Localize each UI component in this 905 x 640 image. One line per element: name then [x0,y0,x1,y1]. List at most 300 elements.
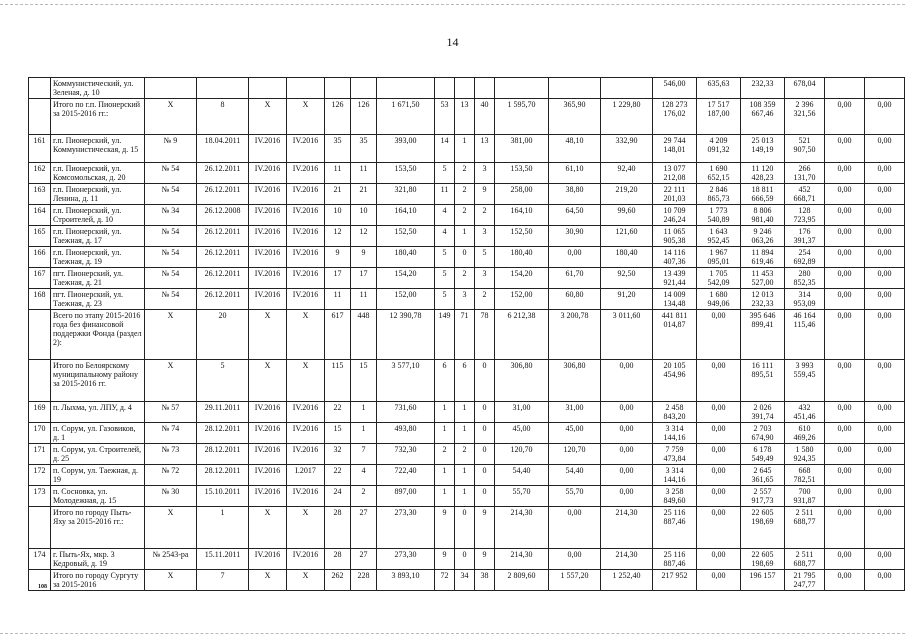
cell-a3: 3 011,60 [601,310,653,360]
cell-c2: 13 [455,99,475,135]
cell-c2: 0 [455,247,475,268]
cell-s6: 0,00 [865,465,905,486]
cell-n: 172 [29,465,51,486]
cell-s2: 1 690 652,15 [697,163,741,184]
cell-n: 170 [29,423,51,444]
cell-area: 393,00 [377,135,435,163]
cell-a1: 214,30 [495,549,549,570]
cell-doc: Х [145,507,197,549]
cell-date: 28.12.2011 [197,423,249,444]
cell-a2: 61,10 [549,163,601,184]
cell-q1: IV.2016 [249,226,287,247]
cell-s6: 0,00 [865,205,905,226]
cell-a3: 0,00 [601,360,653,402]
cell-doc: № 74 [145,423,197,444]
cell-s1: 10 709 246,24 [653,205,697,226]
cell-s6: 0,00 [865,289,905,310]
cell-addr: пгт. Пионерский, ул. Таежная, д. 23 [51,289,145,310]
cell-s3: 9 246 063,26 [741,226,785,247]
cell-q2: Х [287,360,325,402]
cell-p2: 27 [351,507,377,549]
cell-n: 165 [29,226,51,247]
cell-c1: 11 [435,184,455,205]
cell-s4: 3 993 559,45 [785,360,825,402]
cell-s6: 0,00 [865,549,905,570]
table-row [29,423,905,444]
cell-c2: 2 [455,205,475,226]
cell-s4: 521 907,50 [785,135,825,163]
cell-s6: 0,00 [865,507,905,549]
cell-q2 [287,78,325,99]
cell-s5: 0,00 [825,247,865,268]
cell-n: 161 [29,135,51,163]
cell-q2: IV.2016 [287,268,325,289]
cell-p1: 15 [325,423,351,444]
cell-p2: 10 [351,205,377,226]
cell-s6: 0,00 [865,99,905,135]
cell-c1: 4 [435,226,455,247]
cell-a3: 0,00 [601,465,653,486]
cell-s6: 0,00 [865,247,905,268]
cell-p2: 7 [351,444,377,465]
table-body [29,78,905,591]
cell-c2 [455,78,475,99]
table-row [29,135,905,163]
cell-s4: 314 953,09 [785,289,825,310]
cell-s1: 13 077 212,08 [653,163,697,184]
cell-q1: IV.2016 [249,135,287,163]
cell-s1: 7 759 473,84 [653,444,697,465]
table-row [29,549,905,570]
cell-s6: 0,00 [865,310,905,360]
cell-area: 180,40 [377,247,435,268]
cell-s1: 13 439 921,44 [653,268,697,289]
cell-q2: Х [287,507,325,549]
cell-c2: 1 [455,226,475,247]
cell-s1: 128 273 176,02 [653,99,697,135]
table-row [29,486,905,507]
cell-q2: IV.2016 [287,184,325,205]
cell-doc: № 73 [145,444,197,465]
cell-c1: 5 [435,268,455,289]
cell-a1: 45,00 [495,423,549,444]
cell-s3: 108 359 667,46 [741,99,785,135]
cell-s5: 0,00 [825,402,865,423]
cell-s5: 0,00 [825,226,865,247]
cell-s3: 12 013 232,33 [741,289,785,310]
cell-s2: 1 643 952,45 [697,226,741,247]
cell-date: 26.12.2011 [197,268,249,289]
cell-doc: № 54 [145,184,197,205]
cell-addr: п. Лыхма, ул. ЛПУ, д. 4 [51,402,145,423]
cell-c1: 149 [435,310,455,360]
cell-s6: 0,00 [865,135,905,163]
cell-area: 493,80 [377,423,435,444]
cell-s1: 546,00 [653,78,697,99]
cell-q2: IV.2016 [287,226,325,247]
cell-s5: 0,00 [825,205,865,226]
cell-addr: г. Пыть-Ях, мкр. 3 Кедровый, д. 19 [51,549,145,570]
cell-q2: IV.2016 [287,205,325,226]
cell-addr: Итого по городу Пыть-Яху за 2015-2016 гг.: [51,507,145,549]
cell-a1: 306,80 [495,360,549,402]
cell-q2: IV.2016 [287,163,325,184]
cell-c3: 0 [475,465,495,486]
cell-s5: 0,00 [825,570,865,591]
cell-n: 171 [29,444,51,465]
cell-date: 28.12.2011 [197,444,249,465]
cell-c2: 2 [455,268,475,289]
cell-doc: Х [145,360,197,402]
housing-register-table [28,77,905,591]
cell-area [377,78,435,99]
cell-area: 321,80 [377,184,435,205]
cell-addr: п. Сорум, ул. Таежная, д. 19 [51,465,145,486]
cell-s4: 432 451,46 [785,402,825,423]
cell-s1: 3 314 144,16 [653,465,697,486]
cell-p1 [325,78,351,99]
cell-p2: 126 [351,99,377,135]
cell-p1: 9 [325,247,351,268]
cell-a2: 0,00 [549,549,601,570]
cell-p1: 24 [325,486,351,507]
cell-a3: 0,00 [601,444,653,465]
cell-s5: 0,00 [825,289,865,310]
cell-a1: 6 212,38 [495,310,549,360]
cell-n [29,310,51,360]
cell-c2: 1 [455,486,475,507]
cell-a1: 1 595,70 [495,99,549,135]
cell-q1: Х [249,570,287,591]
cell-area: 731,60 [377,402,435,423]
table-row [29,268,905,289]
cell-a3: 214,30 [601,549,653,570]
cell-a1: 180,40 [495,247,549,268]
cell-q1: Х [249,310,287,360]
cell-s4: 1 580 924,35 [785,444,825,465]
cell-s5: 0,00 [825,486,865,507]
cell-a1: 164,10 [495,205,549,226]
cell-q2: I.2017 [287,465,325,486]
cell-s4: 678,04 [785,78,825,99]
cell-area: 152,00 [377,289,435,310]
cell-a2: 306,80 [549,360,601,402]
cell-p1: 11 [325,289,351,310]
cell-s2: 0,00 [697,570,741,591]
cell-s5: 0,00 [825,310,865,360]
cell-s4: 452 668,71 [785,184,825,205]
cell-q1: IV.2016 [249,205,287,226]
cell-a2: 45,00 [549,423,601,444]
cell-s6: 0,00 [865,360,905,402]
cell-s4: 668 782,51 [785,465,825,486]
cell-n: 168 [29,289,51,310]
cell-area: 3 893,10 [377,570,435,591]
cell-c3: 40 [475,99,495,135]
cell-q1: IV.2016 [249,444,287,465]
cell-a1: 258,00 [495,184,549,205]
cell-a2: 30,90 [549,226,601,247]
cell-s5: 0,00 [825,184,865,205]
cell-area: 164,10 [377,205,435,226]
cell-doc: № 30 [145,486,197,507]
cell-s2: 1 967 095,01 [697,247,741,268]
cell-n [29,99,51,135]
cell-a1: 31,00 [495,402,549,423]
cell-s1: 441 811 014,87 [653,310,697,360]
cell-s3: 2 557 917,73 [741,486,785,507]
cell-p1: 22 [325,402,351,423]
cell-q1: IV.2016 [249,268,287,289]
cell-c3: 3 [475,226,495,247]
cell-p2: 2 [351,486,377,507]
cell-p2: 21 [351,184,377,205]
cell-date: 26.12.2011 [197,247,249,268]
cell-date: 26.12.2008 [197,205,249,226]
cell-doc: № 54 [145,247,197,268]
cell-c2: 1 [455,465,475,486]
cell-c2: 71 [455,310,475,360]
cell-s3: 25 013 149,19 [741,135,785,163]
table-row [29,507,905,549]
cell-q2: Х [287,570,325,591]
cell-c3: 9 [475,184,495,205]
cell-a1: 54,40 [495,465,549,486]
cell-addr: Итого по городу Сургуту за 2015-2016 [51,570,145,591]
cell-doc: № 54 [145,289,197,310]
cell-c3: 2 [475,205,495,226]
cell-s3: 196 157 [741,570,785,591]
cell-doc: Х [145,570,197,591]
cell-s5: 0,00 [825,360,865,402]
cell-a2 [549,78,601,99]
cell-addr: Коммунистический, ул. Зеленая, д. 10 [51,78,145,99]
cell-area: 12 390,78 [377,310,435,360]
cell-s5: 0,00 [825,465,865,486]
cell-q1: IV.2016 [249,465,287,486]
cell-q2: IV.2016 [287,444,325,465]
cell-a3: 92,40 [601,163,653,184]
cell-c1: 4 [435,205,455,226]
cell-p2: 11 [351,163,377,184]
cell-n: 163 [29,184,51,205]
cell-n [29,507,51,549]
cell-c1: 5 [435,163,455,184]
cell-s2: 0,00 [697,549,741,570]
cell-c3: 3 [475,163,495,184]
cell-addr: г.п. Пионерский, ул. Комсомольская, д. 20 [51,163,145,184]
cell-area: 273,30 [377,507,435,549]
cell-c1: 14 [435,135,455,163]
cell-c1: 72 [435,570,455,591]
cell-c3: 2 [475,289,495,310]
cell-s2: 0,00 [697,310,741,360]
cell-a2: 60,80 [549,289,601,310]
cell-p1: 17 [325,268,351,289]
cell-n: 173 [29,486,51,507]
cell-a1: 120,70 [495,444,549,465]
cell-c2: 1 [455,402,475,423]
cell-s3: 22 605 198,69 [741,549,785,570]
cell-c1: 1 [435,486,455,507]
table-row [29,310,905,360]
cell-s4: 2 396 321,56 [785,99,825,135]
cell-s1: 20 105 454,96 [653,360,697,402]
cell-p1: 115 [325,360,351,402]
cell-s1: 2 458 843,20 [653,402,697,423]
cell-a3: 92,50 [601,268,653,289]
cell-c1 [435,78,455,99]
cell-c2: 1 [455,423,475,444]
table-row [29,163,905,184]
bottom-edge-line [0,633,905,634]
cell-a2: 31,00 [549,402,601,423]
cell-p1: 22 [325,465,351,486]
cell-a2: 365,90 [549,99,601,135]
cell-date: 26.12.2011 [197,226,249,247]
cell-c2: 2 [455,184,475,205]
cell-date: 5 [197,360,249,402]
cell-area: 273,30 [377,549,435,570]
cell-p2 [351,78,377,99]
cell-p1: 12 [325,226,351,247]
cell-s1: 11 065 905,38 [653,226,697,247]
cell-a1: 381,00 [495,135,549,163]
cell-q1: Х [249,507,287,549]
cell-p1: 28 [325,549,351,570]
cell-s3: 232,33 [741,78,785,99]
table-row [29,78,905,99]
cell-s2: 0,00 [697,465,741,486]
cell-p2: 4 [351,465,377,486]
cell-date: 7 [197,570,249,591]
cell-doc: Х [145,99,197,135]
cell-a3: 332,90 [601,135,653,163]
cell-n: 169 [29,402,51,423]
table-row [29,360,905,402]
cell-a2: 38,80 [549,184,601,205]
table-row [29,289,905,310]
cell-a2: 0,00 [549,247,601,268]
cell-a1: 152,50 [495,226,549,247]
cell-c2: 2 [455,163,475,184]
cell-a3: 0,00 [601,486,653,507]
cell-c3: 13 [475,135,495,163]
cell-c1: 2 [435,444,455,465]
cell-s2: 0,00 [697,507,741,549]
cell-s3: 11 894 619,46 [741,247,785,268]
cell-q2: IV.2016 [287,402,325,423]
cell-a2: 61,70 [549,268,601,289]
cell-p1: 126 [325,99,351,135]
cell-a1: 154,20 [495,268,549,289]
cell-s2: 1 705 542,09 [697,268,741,289]
cell-area: 1 671,50 [377,99,435,135]
cell-a2: 0,00 [549,507,601,549]
cell-addr: г.п. Пионерский, ул. Строителей, д. 10 [51,205,145,226]
cell-s2: 2 846 865,73 [697,184,741,205]
table-row [29,184,905,205]
cell-a3: 1 229,80 [601,99,653,135]
cell-c3: 0 [475,444,495,465]
cell-q1: IV.2016 [249,402,287,423]
cell-c2: 3 [455,289,475,310]
cell-s1: 217 952 [653,570,697,591]
cell-a3 [601,78,653,99]
cell-s1: 29 744 148,01 [653,135,697,163]
cell-addr: г.п. Пионерский, ул. Коммунистическая, д. 15 [51,135,145,163]
cell-date: 15.10.2011 [197,486,249,507]
cell-n: 164 [29,205,51,226]
cell-s6: 0,00 [865,570,905,591]
cell-c1: 9 [435,549,455,570]
cell-s5: 0,00 [825,99,865,135]
cell-c1: 1 [435,402,455,423]
cell-s1: 3 314 144,16 [653,423,697,444]
cell-area: 722,40 [377,465,435,486]
cell-area: 732,30 [377,444,435,465]
cell-s2: 1 680 949,06 [697,289,741,310]
cell-s2: 1 773 540,89 [697,205,741,226]
cell-s3: 2 703 674,90 [741,423,785,444]
cell-s3: 11 453 527,00 [741,268,785,289]
cell-s2: 0,00 [697,423,741,444]
cell-a1: 214,30 [495,507,549,549]
cell-s2: 4 209 091,32 [697,135,741,163]
cell-s3: 6 178 549,49 [741,444,785,465]
cell-s1: 25 116 887,46 [653,507,697,549]
cell-p2: 27 [351,549,377,570]
cell-p2: 17 [351,268,377,289]
cell-date: 18.04.2011 [197,135,249,163]
cell-a2: 48,10 [549,135,601,163]
cell-n: 174 [29,549,51,570]
cell-c3: 0 [475,423,495,444]
cell-area: 152,50 [377,226,435,247]
cell-area: 3 577,10 [377,360,435,402]
cell-a2: 120,70 [549,444,601,465]
cell-s6 [865,78,905,99]
cell-a3: 214,30 [601,507,653,549]
cell-p1: 35 [325,135,351,163]
cell-c2: 0 [455,507,475,549]
cell-doc [145,78,197,99]
cell-p2: 1 [351,402,377,423]
cell-a3: 1 252,40 [601,570,653,591]
cell-a3: 99,60 [601,205,653,226]
cell-c1: 5 [435,247,455,268]
cell-q1: IV.2016 [249,423,287,444]
table-row [29,570,905,591]
cell-c3: 38 [475,570,495,591]
table-row [29,402,905,423]
cell-s4: 610 469,26 [785,423,825,444]
cell-c3: 78 [475,310,495,360]
cell-s1: 14 009 134,48 [653,289,697,310]
cell-s4: 2 511 688,77 [785,507,825,549]
cell-q2: IV.2016 [287,247,325,268]
cell-s4: 176 391,37 [785,226,825,247]
cell-a3: 91,20 [601,289,653,310]
cell-s2: 0,00 [697,360,741,402]
cell-a1: 152,00 [495,289,549,310]
cell-s6: 0,00 [865,226,905,247]
cell-q1: IV.2016 [249,247,287,268]
cell-c2: 1 [455,135,475,163]
cell-s4: 21 795 247,77 [785,570,825,591]
cell-c3: 0 [475,402,495,423]
cell-s2: 635,63 [697,78,741,99]
